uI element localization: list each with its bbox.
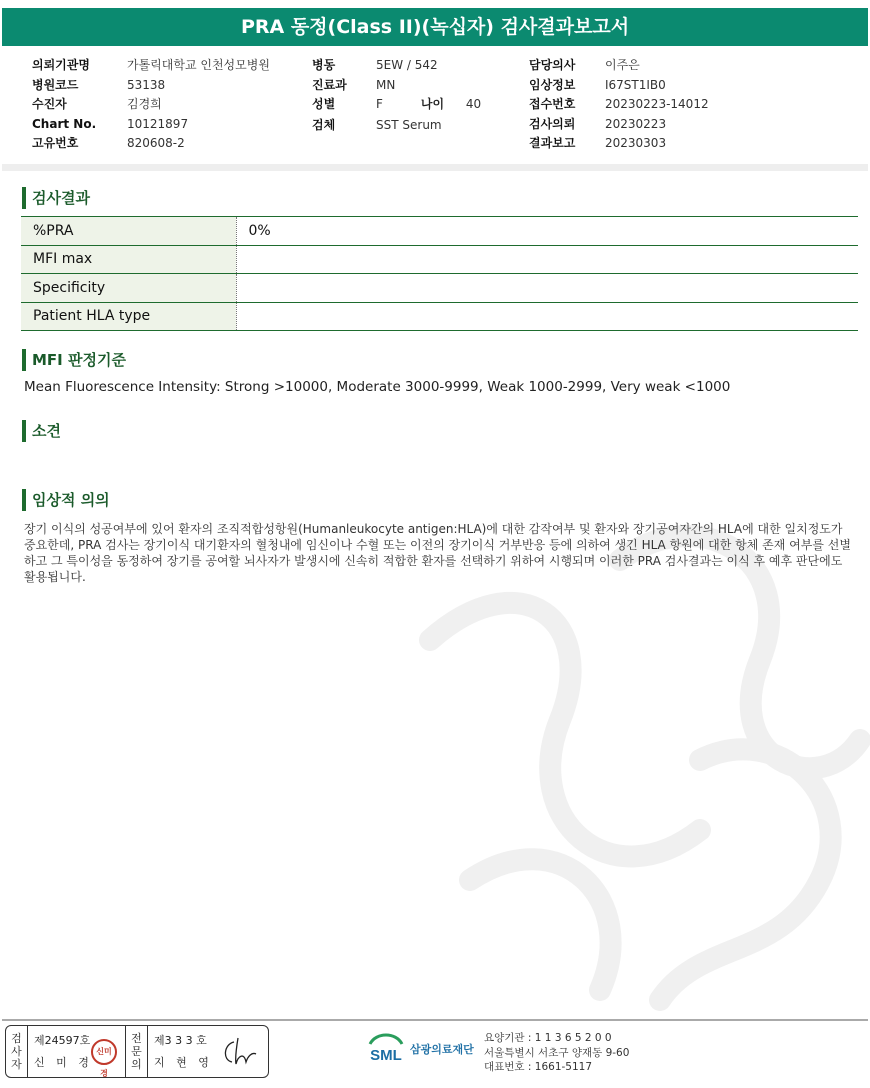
results-table — [21, 216, 858, 331]
info-value: 5EW / 542 — [376, 58, 438, 72]
info-value: I67ST1IB0 — [605, 77, 666, 92]
info-row-hospital-code — [32, 76, 270, 96]
vertical-char: 전 — [131, 1032, 142, 1045]
info-label: Chart No. — [32, 116, 97, 131]
org-line: 요양기관 : 1 1 3 6 5 2 0 0 — [484, 1032, 612, 1044]
sml-logo — [366, 1030, 474, 1068]
info-row-doctor — [529, 56, 709, 76]
mfi-criteria-text: Mean Fluorescence Intensity: Strong >10000, Moderate 3000-9999, Weak 1000-2999, Very weak <1000 — [24, 379, 731, 395]
info-label: 병원코드 — [32, 77, 79, 92]
inspector-seal: 신미경 — [91, 1039, 117, 1065]
info-row-patient — [32, 95, 270, 115]
info-row-request-date — [529, 115, 709, 135]
info-value: 53138 — [127, 77, 166, 92]
info-value: 20230223-14012 — [605, 97, 709, 111]
logo-text: 삼광의료재단 — [410, 1043, 474, 1056]
vertical-char: 사 — [11, 1045, 22, 1058]
info-label: 성별 — [312, 97, 336, 111]
inspector-name: 신 미 경 — [34, 1055, 93, 1069]
section-title-clinical-meaning: 임상적 의의 — [22, 489, 110, 511]
org-line: 서울특별시 서초구 양재동 9-60 — [484, 1046, 630, 1059]
info-row-specimen — [312, 116, 481, 136]
info-label: 의뢰기관명 — [32, 58, 90, 72]
table-row — [21, 302, 858, 331]
inspector-license-no: 제24597호 — [34, 1033, 91, 1047]
clinical-meaning-text: 장기 이식의 성공여부에 있어 환자의 조직적합성항원(Humanleukocyte antigen:HLA)에 대한 감작여부 및 환자와 장기공여자간의 HLA에 대한 일치정도가 중요한데, PRA 검사는 장기이식 대기환자의 혈청내에 임신이나 수혈 또는 이전의 장기이식 거부반응 등에 의하여 생긴 HLA 항원에 대한 항체 존재 여부를 선별하고 그 특이성을 동정하여 장기를 공여할 뇌사자가 발생시에 신속히 적합한 환자를 선택하기 위하여 시행되며 이러한 PRA 검사결과는 이식 후 예후 판단에도 활용됩니다. — [24, 522, 851, 584]
info-row-unique-no — [32, 134, 270, 154]
info-row-institution — [32, 56, 270, 76]
info-row-department — [312, 76, 481, 96]
info-row-ward — [312, 56, 481, 76]
signature-box — [5, 1025, 269, 1078]
header-separator — [2, 164, 868, 171]
patient-info-column-2 — [312, 56, 481, 135]
footer-separator — [2, 1019, 868, 1021]
org-line: 대표번호 : 1661-5117 — [484, 1061, 593, 1073]
info-value: MN — [376, 77, 396, 92]
info-label: 진료과 — [312, 77, 347, 92]
info-value: SST Serum — [376, 117, 442, 132]
result-label: %PRA — [21, 217, 236, 246]
section-title-results: 검사결과 — [22, 187, 90, 209]
result-label: Specificity — [21, 274, 236, 303]
info-value: 820608-2 — [127, 136, 185, 150]
info-value: 이주은 — [605, 58, 640, 72]
info-value: 김경희 — [127, 97, 162, 111]
vertical-char: 문 — [131, 1045, 142, 1058]
inspector-info — [28, 1026, 126, 1077]
result-value — [236, 302, 858, 331]
result-label: Patient HLA type — [21, 302, 236, 331]
age-value: 40 — [465, 97, 482, 111]
result-value: 0% — [248, 222, 271, 239]
info-row-sex-age — [312, 95, 481, 115]
specialist-name: 지 현 영 — [154, 1055, 213, 1069]
inspector-vertical-label — [6, 1026, 28, 1077]
info-label: 접수번호 — [529, 97, 576, 111]
info-label: 임상정보 — [529, 77, 576, 92]
organization-info — [484, 1031, 629, 1075]
info-label: 담당의사 — [529, 58, 576, 72]
table-row — [21, 274, 858, 303]
vertical-char: 의 — [131, 1058, 142, 1071]
info-row-clinical-info — [529, 76, 709, 96]
info-value: 가톨릭대학교 인천성모병원 — [127, 58, 270, 72]
info-row-chart-no — [32, 115, 270, 135]
report-title: PRA 동정(Class II)(녹십자) 검사결과보고서 — [2, 8, 868, 46]
info-label: 수진자 — [32, 97, 67, 111]
specialist-info — [148, 1026, 266, 1077]
patient-info-column-1 — [32, 56, 270, 154]
info-label: 검체 — [312, 117, 336, 132]
age-label: 나이 — [420, 97, 445, 111]
table-row — [21, 217, 858, 246]
logo-mark: SML — [370, 1047, 402, 1064]
section-title-opinion: 소견 — [22, 420, 61, 442]
info-value: F — [376, 97, 383, 111]
info-label: 검사의뢰 — [529, 116, 576, 131]
info-label: 결과보고 — [529, 136, 576, 150]
info-row-report-date — [529, 134, 709, 154]
section-title-mfi-criteria: MFI 판정기준 — [22, 349, 126, 371]
vertical-char: 검 — [11, 1032, 22, 1045]
info-row-receipt-no — [529, 95, 709, 115]
patient-info-column-3 — [529, 56, 709, 154]
result-value — [236, 245, 858, 274]
specialist-vertical-label — [126, 1026, 148, 1077]
table-row — [21, 245, 858, 274]
info-value: 20230303 — [605, 136, 667, 150]
result-value — [236, 274, 858, 303]
sml-logo-icon — [366, 1030, 406, 1068]
result-label: MFI max — [21, 245, 236, 274]
info-label: 고유번호 — [32, 136, 79, 150]
info-value: 10121897 — [127, 116, 189, 131]
specialist-signature-icon — [220, 1036, 260, 1068]
specialist-license-no: 제3 3 3 호 — [154, 1033, 207, 1047]
info-value: 20230223 — [605, 116, 667, 131]
vertical-char: 자 — [11, 1058, 22, 1071]
info-label: 병동 — [312, 58, 336, 72]
